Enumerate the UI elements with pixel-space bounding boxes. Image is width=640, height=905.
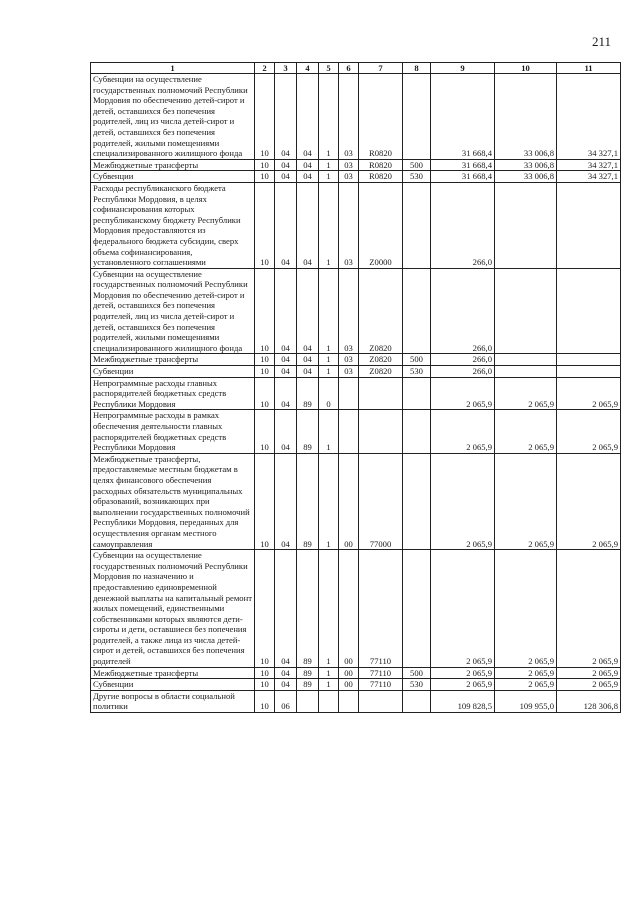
column-header: 10 bbox=[495, 63, 557, 74]
table-cell: 1 bbox=[319, 410, 339, 453]
table-cell: 04 bbox=[275, 667, 297, 679]
table-cell: 10 bbox=[255, 453, 275, 549]
table-cell: 2 065,9 bbox=[431, 377, 495, 410]
table-cell: 2 065,9 bbox=[557, 377, 621, 410]
table-cell: 10 bbox=[255, 74, 275, 160]
table-cell: Z0820 bbox=[359, 268, 403, 354]
table-cell: 31 668,4 bbox=[431, 74, 495, 160]
table-cell: 10 bbox=[255, 690, 275, 712]
table-cell: 34 327,1 bbox=[557, 159, 621, 171]
table-cell: 77110 bbox=[359, 667, 403, 679]
table-cell: 31 668,4 bbox=[431, 159, 495, 171]
table-row bbox=[91, 410, 621, 453]
row-name-cell: Субвенции bbox=[91, 679, 255, 691]
table-cell bbox=[339, 690, 359, 712]
table-cell: 1 bbox=[319, 366, 339, 378]
table-cell: 10 bbox=[255, 550, 275, 668]
table-cell bbox=[557, 366, 621, 378]
table-header-row bbox=[91, 63, 621, 74]
table-cell: Z0820 bbox=[359, 366, 403, 378]
table-cell bbox=[403, 550, 431, 668]
table-cell: 2 065,9 bbox=[557, 410, 621, 453]
table-cell: 530 bbox=[403, 171, 431, 183]
table-cell: 04 bbox=[297, 159, 319, 171]
table-cell: 2 065,9 bbox=[495, 453, 557, 549]
table-cell: 04 bbox=[275, 159, 297, 171]
table-cell bbox=[495, 182, 557, 268]
row-name-cell: Непрограммные расходы главных распорядителей бюджетных средств Республики Мордовия bbox=[91, 377, 255, 410]
table-cell bbox=[403, 690, 431, 712]
table-cell: 77110 bbox=[359, 550, 403, 668]
table-cell: 1 bbox=[319, 667, 339, 679]
table-cell: 1 bbox=[319, 453, 339, 549]
table-cell: 89 bbox=[297, 667, 319, 679]
table-cell: 89 bbox=[297, 550, 319, 668]
table-row bbox=[91, 377, 621, 410]
table-cell bbox=[339, 377, 359, 410]
table-cell: 04 bbox=[297, 182, 319, 268]
table-cell: 2 065,9 bbox=[495, 667, 557, 679]
table-cell: 04 bbox=[275, 366, 297, 378]
table-cell: 2 065,9 bbox=[431, 550, 495, 668]
row-name-cell: Непрограммные расходы в рамках обеспечения деятельности главных распорядителей бюджетных средств Республики Мордовия bbox=[91, 410, 255, 453]
table-cell: 500 bbox=[403, 159, 431, 171]
table-cell: 530 bbox=[403, 679, 431, 691]
column-header: 4 bbox=[297, 63, 319, 74]
table-cell: 33 006,8 bbox=[495, 74, 557, 160]
table-cell: 500 bbox=[403, 354, 431, 366]
table-cell bbox=[359, 410, 403, 453]
table-cell: 04 bbox=[275, 182, 297, 268]
table-cell: 34 327,1 bbox=[557, 171, 621, 183]
row-name-cell: Межбюджетные трансферты bbox=[91, 159, 255, 171]
table-cell: R0820 bbox=[359, 159, 403, 171]
table-cell: 128 306,8 bbox=[557, 690, 621, 712]
table-cell: 03 bbox=[339, 366, 359, 378]
table-row bbox=[91, 171, 621, 183]
table-cell: 2 065,9 bbox=[495, 410, 557, 453]
column-header: 5 bbox=[319, 63, 339, 74]
row-name-cell: Субвенции bbox=[91, 171, 255, 183]
column-header: 1 bbox=[91, 63, 255, 74]
table-cell: 10 bbox=[255, 667, 275, 679]
table-cell: 00 bbox=[339, 679, 359, 691]
table-cell bbox=[495, 366, 557, 378]
table-row bbox=[91, 453, 621, 549]
table-cell: 34 327,1 bbox=[557, 74, 621, 160]
table-cell: 1 bbox=[319, 354, 339, 366]
table-cell: 109 955,0 bbox=[495, 690, 557, 712]
table-cell bbox=[495, 354, 557, 366]
table-cell: 03 bbox=[339, 159, 359, 171]
table-cell: 04 bbox=[275, 377, 297, 410]
table-cell: 03 bbox=[339, 354, 359, 366]
table-cell: 10 bbox=[255, 377, 275, 410]
table-cell: 2 065,9 bbox=[557, 679, 621, 691]
table-row bbox=[91, 690, 621, 712]
table-cell: 04 bbox=[297, 268, 319, 354]
table-cell: 89 bbox=[297, 410, 319, 453]
table-cell: 2 065,9 bbox=[557, 667, 621, 679]
table-cell bbox=[557, 268, 621, 354]
table-cell: 04 bbox=[275, 550, 297, 668]
column-header: 6 bbox=[339, 63, 359, 74]
table-row bbox=[91, 268, 621, 354]
row-name-cell: Другие вопросы в области социальной политики bbox=[91, 690, 255, 712]
table-cell: 1 bbox=[319, 171, 339, 183]
row-name-cell: Межбюджетные трансферты bbox=[91, 667, 255, 679]
table-cell: 77110 bbox=[359, 679, 403, 691]
table-row bbox=[91, 182, 621, 268]
table-cell: 0 bbox=[319, 377, 339, 410]
table-cell: 33 006,8 bbox=[495, 171, 557, 183]
table-cell bbox=[339, 410, 359, 453]
table-cell: 03 bbox=[339, 268, 359, 354]
table-cell: 06 bbox=[275, 690, 297, 712]
table-cell: 266,0 bbox=[431, 366, 495, 378]
table-body bbox=[91, 74, 621, 713]
column-header: 8 bbox=[403, 63, 431, 74]
table-cell: 89 bbox=[297, 453, 319, 549]
table-cell: 04 bbox=[275, 171, 297, 183]
table-cell: 89 bbox=[297, 377, 319, 410]
table-cell: 00 bbox=[339, 550, 359, 668]
row-name-cell: Субвенции bbox=[91, 366, 255, 378]
table-cell: 03 bbox=[339, 74, 359, 160]
table-cell: 03 bbox=[339, 182, 359, 268]
row-name-cell: Межбюджетные трансферты bbox=[91, 354, 255, 366]
table-cell: 04 bbox=[297, 366, 319, 378]
table-cell bbox=[403, 182, 431, 268]
table-cell: 2 065,9 bbox=[557, 550, 621, 668]
budget-table bbox=[90, 62, 621, 713]
row-name-cell: Субвенции на осуществление государственных полномочий Республики Мордовия по обеспечению детей-сирот и детей, оставшихся без попечения родителей, лиц из числа детей-сирот и детей, оставшихся без попечения родителей, жилыми помещениями специализированного жилищного фонда bbox=[91, 268, 255, 354]
table-cell: 2 065,9 bbox=[557, 453, 621, 549]
table-cell: 03 bbox=[339, 171, 359, 183]
table-cell: 04 bbox=[275, 410, 297, 453]
table-cell bbox=[557, 182, 621, 268]
table-cell: 04 bbox=[275, 354, 297, 366]
table-cell bbox=[403, 268, 431, 354]
table-cell: 2 065,9 bbox=[431, 679, 495, 691]
row-name-cell: Субвенции на осуществление государственных полномочий Республики Мордовия по обеспечению детей-сирот и детей, оставшихся без попечения родителей, лиц из числа детей-сирот и детей, оставшихся без попечения родителей, жилыми помещениями специализированного жилищного фонда bbox=[91, 74, 255, 160]
table-row bbox=[91, 366, 621, 378]
table-cell: 2 065,9 bbox=[431, 667, 495, 679]
table-cell bbox=[319, 690, 339, 712]
table-cell: 266,0 bbox=[431, 182, 495, 268]
table-cell: 04 bbox=[275, 453, 297, 549]
table-cell: 1 bbox=[319, 182, 339, 268]
table-row bbox=[91, 74, 621, 160]
table-cell: 2 065,9 bbox=[495, 377, 557, 410]
column-header: 9 bbox=[431, 63, 495, 74]
table-cell: 10 bbox=[255, 366, 275, 378]
column-header: 3 bbox=[275, 63, 297, 74]
table-cell: 77000 bbox=[359, 453, 403, 549]
table-cell: 500 bbox=[403, 667, 431, 679]
table-cell: 1 bbox=[319, 550, 339, 668]
table-row bbox=[91, 159, 621, 171]
row-name-cell: Межбюджетные трансферты, предоставляемые местным бюджетам в целях финансового обеспечения расходных обязательств муниципальных образований, возникающих при выполнении государственных полномочий Республики Мордовия, переданных для осуществления органам местного самоуправления bbox=[91, 453, 255, 549]
table-cell: 1 bbox=[319, 74, 339, 160]
table-row bbox=[91, 354, 621, 366]
table-cell bbox=[403, 377, 431, 410]
table-cell: 530 bbox=[403, 366, 431, 378]
table-row bbox=[91, 679, 621, 691]
table-cell: 33 006,8 bbox=[495, 159, 557, 171]
table-cell: 10 bbox=[255, 171, 275, 183]
table-cell: 04 bbox=[297, 171, 319, 183]
row-name-cell: Субвенции на осуществление государственных полномочий Республики Мордовия по назначению и предоставлению единовременной денежной выплаты на капитальный ремонт жилых помещений, единственными собственниками которых являются дети-сироты и дети, оставшиеся без попечения родителей, а также лица из числа детей-сирот и детей, оставшихся без попечения родителей bbox=[91, 550, 255, 668]
table-cell: 10 bbox=[255, 354, 275, 366]
table-cell: 2 065,9 bbox=[431, 453, 495, 549]
table-cell: 04 bbox=[275, 74, 297, 160]
table-cell: 2 065,9 bbox=[431, 410, 495, 453]
table-cell: 10 bbox=[255, 679, 275, 691]
table-cell: 10 bbox=[255, 182, 275, 268]
table-cell bbox=[297, 690, 319, 712]
table-row bbox=[91, 667, 621, 679]
table-cell bbox=[403, 453, 431, 549]
table-cell bbox=[403, 74, 431, 160]
table-cell: 1 bbox=[319, 268, 339, 354]
table-cell: 89 bbox=[297, 679, 319, 691]
column-header: 7 bbox=[359, 63, 403, 74]
table-cell: 2 065,9 bbox=[495, 679, 557, 691]
column-header: 2 bbox=[255, 63, 275, 74]
table-cell: 266,0 bbox=[431, 354, 495, 366]
table-cell: 266,0 bbox=[431, 268, 495, 354]
table-cell: Z0820 bbox=[359, 354, 403, 366]
table-cell: 04 bbox=[297, 74, 319, 160]
table-cell: 04 bbox=[275, 268, 297, 354]
table-cell bbox=[495, 268, 557, 354]
table-row bbox=[91, 550, 621, 668]
table-cell: R0820 bbox=[359, 74, 403, 160]
table-cell: 00 bbox=[339, 667, 359, 679]
table-cell bbox=[403, 410, 431, 453]
table-cell: 109 828,5 bbox=[431, 690, 495, 712]
table-cell: 1 bbox=[319, 679, 339, 691]
table-cell: R0820 bbox=[359, 171, 403, 183]
table-cell: 04 bbox=[297, 354, 319, 366]
table-cell bbox=[359, 377, 403, 410]
table-cell: Z0000 bbox=[359, 182, 403, 268]
table-cell: 10 bbox=[255, 410, 275, 453]
table-cell: 2 065,9 bbox=[495, 550, 557, 668]
table-cell: 00 bbox=[339, 453, 359, 549]
table-cell: 1 bbox=[319, 159, 339, 171]
column-header: 11 bbox=[557, 63, 621, 74]
table-cell: 10 bbox=[255, 268, 275, 354]
table-cell bbox=[557, 354, 621, 366]
table-cell bbox=[359, 690, 403, 712]
table-cell: 31 668,4 bbox=[431, 171, 495, 183]
table-cell: 10 bbox=[255, 159, 275, 171]
row-name-cell: Расходы республиканского бюджета Республики Мордовия, в целях софинансирования которых республиканскому бюджету Республики Мордовия предоставляются из федерального бюджета субсидии, сверх объема софинансирования, установленного соглашениями bbox=[91, 182, 255, 268]
table-cell: 04 bbox=[275, 679, 297, 691]
page-number: 211 bbox=[592, 34, 612, 49]
